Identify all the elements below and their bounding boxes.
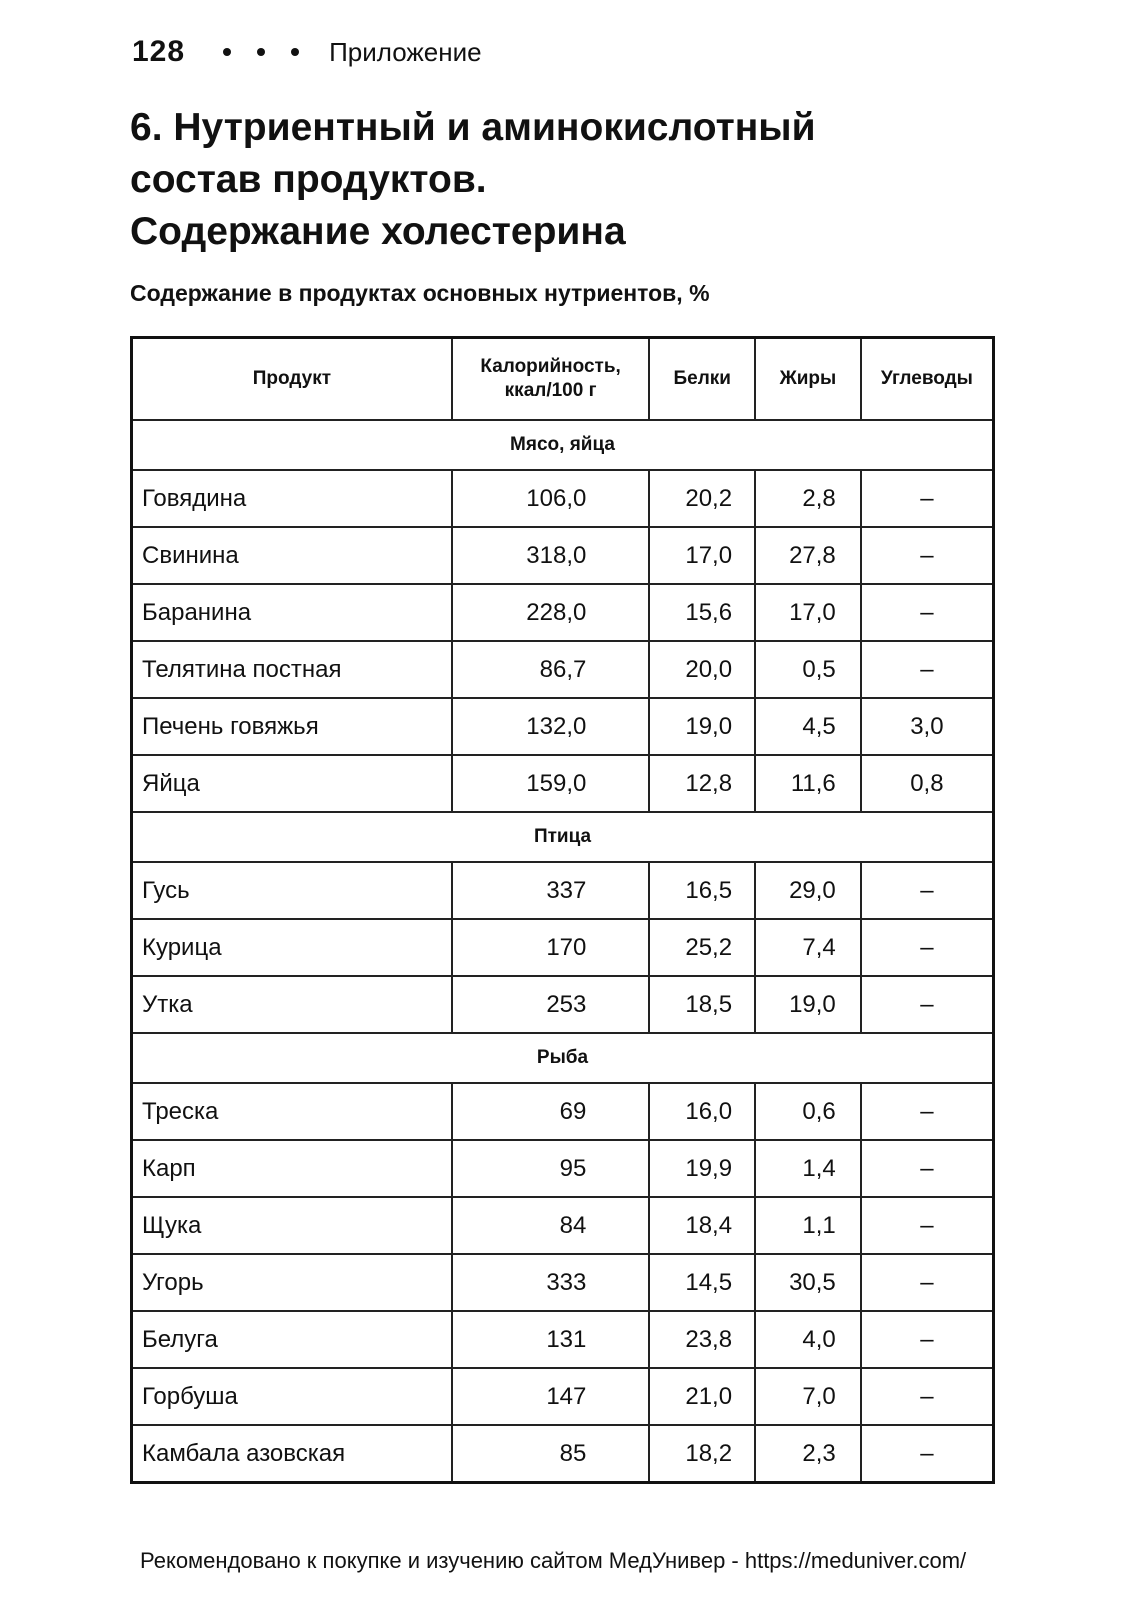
table-row <box>132 641 994 698</box>
calories-cell: 95 <box>452 1140 650 1197</box>
product-cell: Говядина <box>132 470 452 527</box>
carbs-cell: – <box>861 1368 994 1425</box>
carbs-cell: – <box>861 1197 994 1254</box>
calories-cell: 253 <box>452 976 650 1033</box>
group-heading: Мясо, яйца <box>132 420 994 470</box>
chapter-title-line: 6. Нутриентный и аминокислотный <box>130 106 816 149</box>
protein-cell: 16,5 <box>649 862 755 919</box>
table-row <box>132 976 994 1033</box>
table-row <box>132 1083 994 1140</box>
carbs-cell: – <box>861 919 994 976</box>
nutrients-table <box>130 336 995 1484</box>
carbs-cell: – <box>861 641 994 698</box>
product-cell: Свинина <box>132 527 452 584</box>
product-cell: Гусь <box>132 862 452 919</box>
table-row <box>132 698 994 755</box>
carbs-cell: – <box>861 1254 994 1311</box>
product-cell: Яйца <box>132 755 452 812</box>
carbs-cell: – <box>861 527 994 584</box>
fat-cell: 29,0 <box>755 862 861 919</box>
fat-cell: 30,5 <box>755 1254 861 1311</box>
protein-cell: 18,5 <box>649 976 755 1033</box>
fat-cell: 4,5 <box>755 698 861 755</box>
fat-cell: 0,6 <box>755 1083 861 1140</box>
product-cell: Печень говяжья <box>132 698 452 755</box>
fat-cell: 4,0 <box>755 1311 861 1368</box>
product-cell: Треска <box>132 1083 452 1140</box>
table-row <box>132 1254 994 1311</box>
carbs-cell: – <box>861 976 994 1033</box>
carbs-cell: 0,8 <box>861 755 994 812</box>
fat-cell: 19,0 <box>755 976 861 1033</box>
protein-cell: 19,9 <box>649 1140 755 1197</box>
fat-cell: 17,0 <box>755 584 861 641</box>
calories-cell: 228,0 <box>452 584 650 641</box>
product-cell: Белуга <box>132 1311 452 1368</box>
carbs-cell: 3,0 <box>861 698 994 755</box>
product-cell: Угорь <box>132 1254 452 1311</box>
table-row <box>132 919 994 976</box>
calories-cell: 132,0 <box>452 698 650 755</box>
calories-cell: 86,7 <box>452 641 650 698</box>
calories-cell: 131 <box>452 1311 650 1368</box>
calories-cell: 170 <box>452 919 650 976</box>
table-row <box>132 584 994 641</box>
protein-cell: 14,5 <box>649 1254 755 1311</box>
header-calories: Калорийность, ккал/100 г <box>452 338 650 421</box>
table-row <box>132 470 994 527</box>
chapter-title-line: состав продуктов. <box>130 158 487 201</box>
fat-cell: 11,6 <box>755 755 861 812</box>
table-row <box>132 1425 994 1483</box>
product-cell: Камбала азовская <box>132 1425 452 1483</box>
protein-cell: 16,0 <box>649 1083 755 1140</box>
header-product: Продукт <box>132 338 452 421</box>
protein-cell: 12,8 <box>649 755 755 812</box>
table-row <box>132 527 994 584</box>
dot-icon <box>257 48 265 56</box>
table-row <box>132 755 994 812</box>
chapter-title <box>130 102 1030 258</box>
group-heading: Птица <box>132 812 994 862</box>
product-cell: Баранина <box>132 584 452 641</box>
dot-icon <box>223 48 231 56</box>
separator-dots <box>223 48 299 56</box>
table-group-row <box>132 1033 994 1083</box>
fat-cell: 7,0 <box>755 1368 861 1425</box>
protein-cell: 21,0 <box>649 1368 755 1425</box>
dot-icon <box>291 48 299 56</box>
carbs-cell: – <box>861 1140 994 1197</box>
table-group-row <box>132 812 994 862</box>
product-cell: Курица <box>132 919 452 976</box>
protein-cell: 18,4 <box>649 1197 755 1254</box>
calories-cell: 337 <box>452 862 650 919</box>
protein-cell: 19,0 <box>649 698 755 755</box>
table-body <box>132 420 994 1483</box>
header-fat: Жиры <box>755 338 861 421</box>
carbs-cell: – <box>861 1425 994 1483</box>
header-protein: Белки <box>649 338 755 421</box>
calories-cell: 106,0 <box>452 470 650 527</box>
fat-cell: 7,4 <box>755 919 861 976</box>
table-row <box>132 1140 994 1197</box>
carbs-cell: – <box>861 1083 994 1140</box>
carbs-cell: – <box>861 470 994 527</box>
page-number: 128 <box>132 35 186 68</box>
table-title: Содержание в продуктах основных нутриентов, % <box>130 280 710 306</box>
section-name: Приложение <box>329 36 482 67</box>
carbs-cell: – <box>861 862 994 919</box>
protein-cell: 20,0 <box>649 641 755 698</box>
carbs-cell: – <box>861 584 994 641</box>
product-cell: Утка <box>132 976 452 1033</box>
table-row <box>132 862 994 919</box>
calories-cell: 318,0 <box>452 527 650 584</box>
calories-cell: 69 <box>452 1083 650 1140</box>
protein-cell: 25,2 <box>649 919 755 976</box>
calories-cell: 333 <box>452 1254 650 1311</box>
product-cell: Карп <box>132 1140 452 1197</box>
protein-cell: 23,8 <box>649 1311 755 1368</box>
protein-cell: 20,2 <box>649 470 755 527</box>
header-carbs: Углеводы <box>861 338 994 421</box>
fat-cell: 2,3 <box>755 1425 861 1483</box>
calories-cell: 147 <box>452 1368 650 1425</box>
fat-cell: 1,4 <box>755 1140 861 1197</box>
running-head <box>132 30 482 74</box>
table-header-row <box>132 338 994 421</box>
calories-cell: 84 <box>452 1197 650 1254</box>
product-cell: Щука <box>132 1197 452 1254</box>
table-row <box>132 1368 994 1425</box>
calories-cell: 85 <box>452 1425 650 1483</box>
footer-note: Рекомендовано к покупке и изучению сайтом МедУнивер - https://meduniver.com/ <box>140 1548 967 1573</box>
fat-cell: 2,8 <box>755 470 861 527</box>
chapter-title-line: Содержание холестерина <box>130 210 626 253</box>
fat-cell: 0,5 <box>755 641 861 698</box>
group-heading: Рыба <box>132 1033 994 1083</box>
calories-cell: 159,0 <box>452 755 650 812</box>
protein-cell: 17,0 <box>649 527 755 584</box>
protein-cell: 18,2 <box>649 1425 755 1483</box>
fat-cell: 27,8 <box>755 527 861 584</box>
fat-cell: 1,1 <box>755 1197 861 1254</box>
product-cell: Горбуша <box>132 1368 452 1425</box>
table-row <box>132 1197 994 1254</box>
protein-cell: 15,6 <box>649 584 755 641</box>
carbs-cell: – <box>861 1311 994 1368</box>
product-cell: Телятина постная <box>132 641 452 698</box>
table-row <box>132 1311 994 1368</box>
table-group-row <box>132 420 994 470</box>
